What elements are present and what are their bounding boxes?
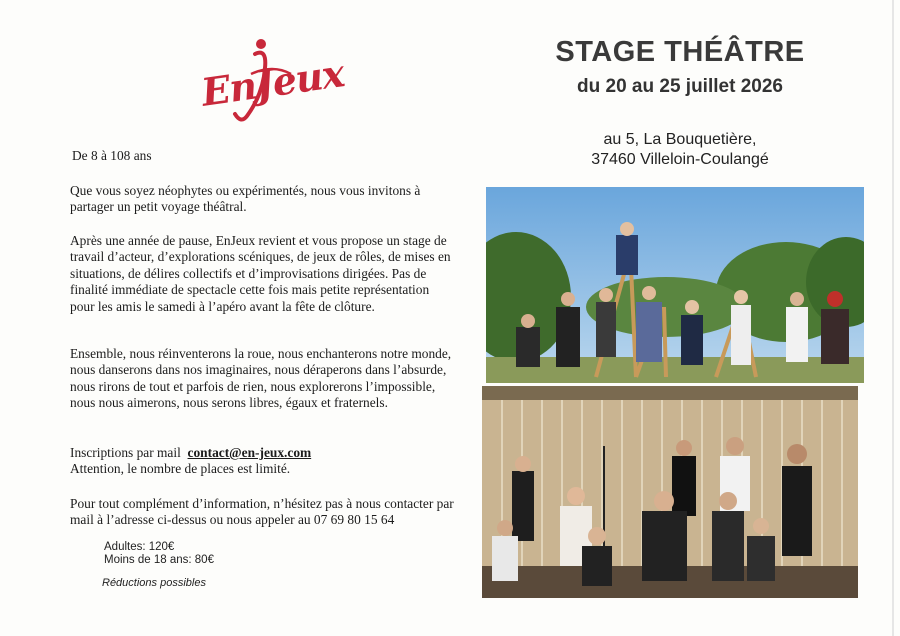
contact-paragraph: Pour tout complément d’information, n’hésitez pas à nous contacter par mail à l’adresse ci-dessus ou nous appeler au 07 69 80 15 64 — [70, 496, 454, 528]
page-title: STAGE THÉÂTRE — [555, 36, 805, 68]
page-edge — [892, 0, 894, 636]
outdoor-photo — [486, 187, 864, 383]
address-line-1: au 5, La Bouquetière, — [603, 131, 757, 148]
inscriptions-label: Inscriptions par mail — [70, 445, 181, 460]
address-line-2: 37460 Villeloin-Coulangé — [591, 151, 769, 168]
attention-note: Attention, le nombre de places est limité. — [70, 461, 291, 477]
description-paragraph: Après une année de pause, EnJeux revient et vous propose un stage de travail d’acteur, d’explorations scéniques, de jeux de rôles, de mises en situations, de délires collectifs et d’improvisations dirigées. Pas de finalité immédiate de spectacle cette fois mais petite représentation pour les amis le samedi à l’apéro avant la fête de clôture. — [70, 233, 451, 314]
stage-dates: du 20 au 25 juillet 2026 — [577, 76, 783, 97]
price-adults: Adultes: 120€ — [104, 541, 175, 553]
intro-paragraph: Que vous soyez néophytes ou expérimentés, nous vous invitons à partager un petit voyage théâtral. — [70, 183, 421, 215]
email-link[interactable]: contact@en-jeux.com — [187, 445, 312, 460]
age-range: De 8 à 108 ans — [72, 148, 152, 163]
logo-text: EnJeux — [198, 50, 347, 115]
reductions-note: Réductions possibles — [102, 577, 206, 589]
inscriptions-paragraph — [70, 445, 455, 478]
price-minors: Moins de 18 ans: 80€ — [104, 554, 214, 566]
enjeux-logo — [195, 34, 347, 134]
stage-photo — [482, 386, 858, 598]
ensemble-paragraph: Ensemble, nous réinventerons la roue, nous enchanterons notre monde, nous danserons dans nos imaginaires, nous déraperons dans l’absurde, nous rirons de tout et parfois de rien, nous explorerons l’impossible, nous nous aimerons, nous serons libres, égaux et fraternels. — [70, 346, 452, 411]
